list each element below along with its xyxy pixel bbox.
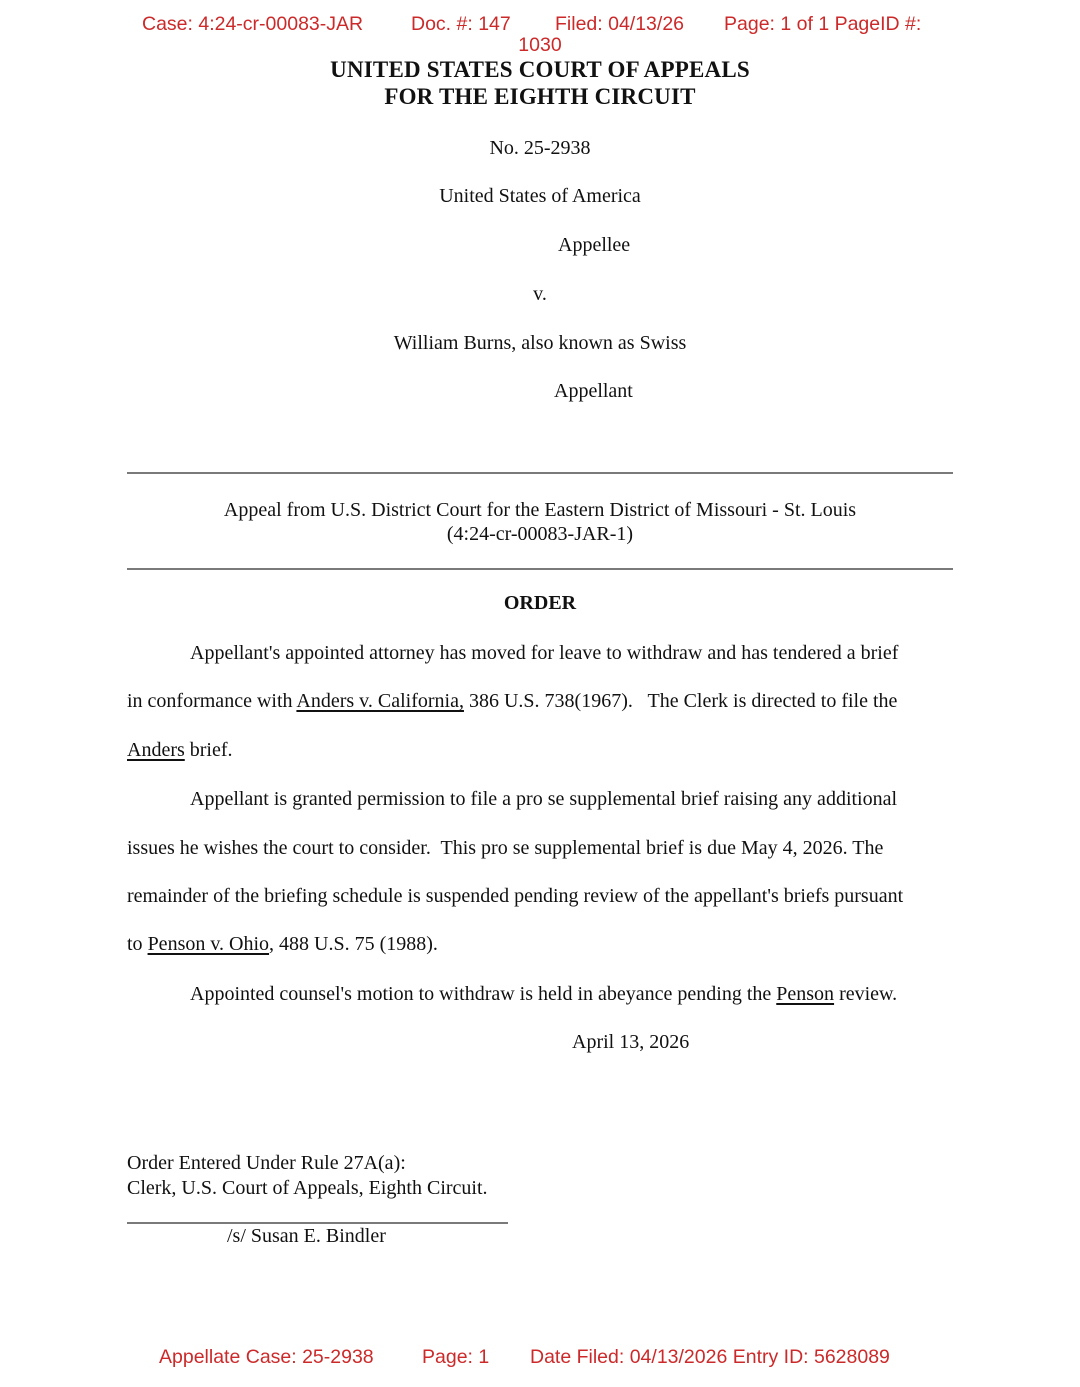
party-appellant-name: William Burns, also known as Swiss (393, 332, 687, 354)
stamp-page-number: Page: 1 (422, 1346, 490, 1368)
divider-bottom (127, 568, 953, 570)
citation-penson: Penson (776, 983, 835, 1005)
district-case-number: (4:24-cr-00083-JAR-1) (446, 523, 634, 545)
stamp-date-entry: Date Filed: 04/13/2026 Entry ID: 5628089 (530, 1346, 890, 1368)
stamp-page-id: 1030 (518, 34, 562, 56)
party-appellee-role: Appellee (558, 234, 631, 256)
paragraph-line: remainder of the briefing schedule is suspended pending review of the appellant's briefs pursuant (127, 885, 904, 907)
party-appellant-role: Appellant (554, 380, 633, 402)
text-span: review. (834, 983, 898, 1005)
stamp-filed-date: Filed: 04/13/26 (555, 13, 685, 35)
paragraph-line: Appellant's appointed attorney has moved for leave to withdraw and has tendered a brief (190, 642, 899, 664)
text-span: , 488 U.S. 75 (1988). (269, 933, 438, 955)
text-span: to (127, 933, 148, 955)
court-name-line2: FOR THE EIGHTH CIRCUIT (384, 84, 696, 109)
stamp-appellate-case: Appellate Case: 25-2938 (159, 1346, 374, 1368)
rule-entered: Order Entered Under Rule 27A(a): (127, 1152, 406, 1174)
divider-top (127, 472, 953, 474)
signature-line (127, 1222, 508, 1224)
party-appellee-name: United States of America (439, 185, 641, 207)
stamp-doc-number: Doc. #: 147 (411, 13, 511, 35)
order-title: ORDER (503, 592, 577, 614)
text-span: brief. (184, 739, 233, 761)
paragraph-line (190, 983, 897, 1006)
paragraph-line (127, 690, 897, 713)
citation-anders-v-california: Anders v. California, (296, 690, 464, 712)
clerk-title: Clerk, U.S. Court of Appeals, Eighth Circuit. (127, 1177, 488, 1199)
case-number: No. 25-2938 (489, 137, 591, 159)
stamp-page: Page: 1 of 1 PageID #: (724, 13, 922, 35)
paragraph-line: Appellant is granted permission to file a pro se supplemental brief raising any additional (190, 788, 898, 810)
citation-anders: Anders (127, 739, 185, 761)
versus: v. (533, 283, 547, 305)
signer-name: /s/ Susan E. Bindler (227, 1225, 386, 1247)
paragraph-line (127, 933, 438, 956)
text-span: 386 U.S. 738(1967). The Clerk is directed to file the (463, 690, 898, 712)
stamp-case-number: Case: 4:24-cr-00083-JAR (142, 13, 364, 35)
text-span: in conformance with (127, 690, 297, 712)
paragraph-line (127, 739, 233, 762)
text-span: Appointed counsel's motion to withdraw is held in abeyance pending the (190, 983, 777, 1005)
citation-penson-v-ohio: Penson v. Ohio (147, 933, 270, 955)
appeal-origin: Appeal from U.S. District Court for the Eastern District of Missouri - St. Louis (223, 499, 857, 521)
order-date: April 13, 2026 (572, 1031, 690, 1053)
court-name-line1: UNITED STATES COURT OF APPEALS (330, 57, 750, 82)
paragraph-line: issues he wishes the court to consider. This pro se supplemental brief is due May 4, 2026. The (127, 837, 884, 859)
